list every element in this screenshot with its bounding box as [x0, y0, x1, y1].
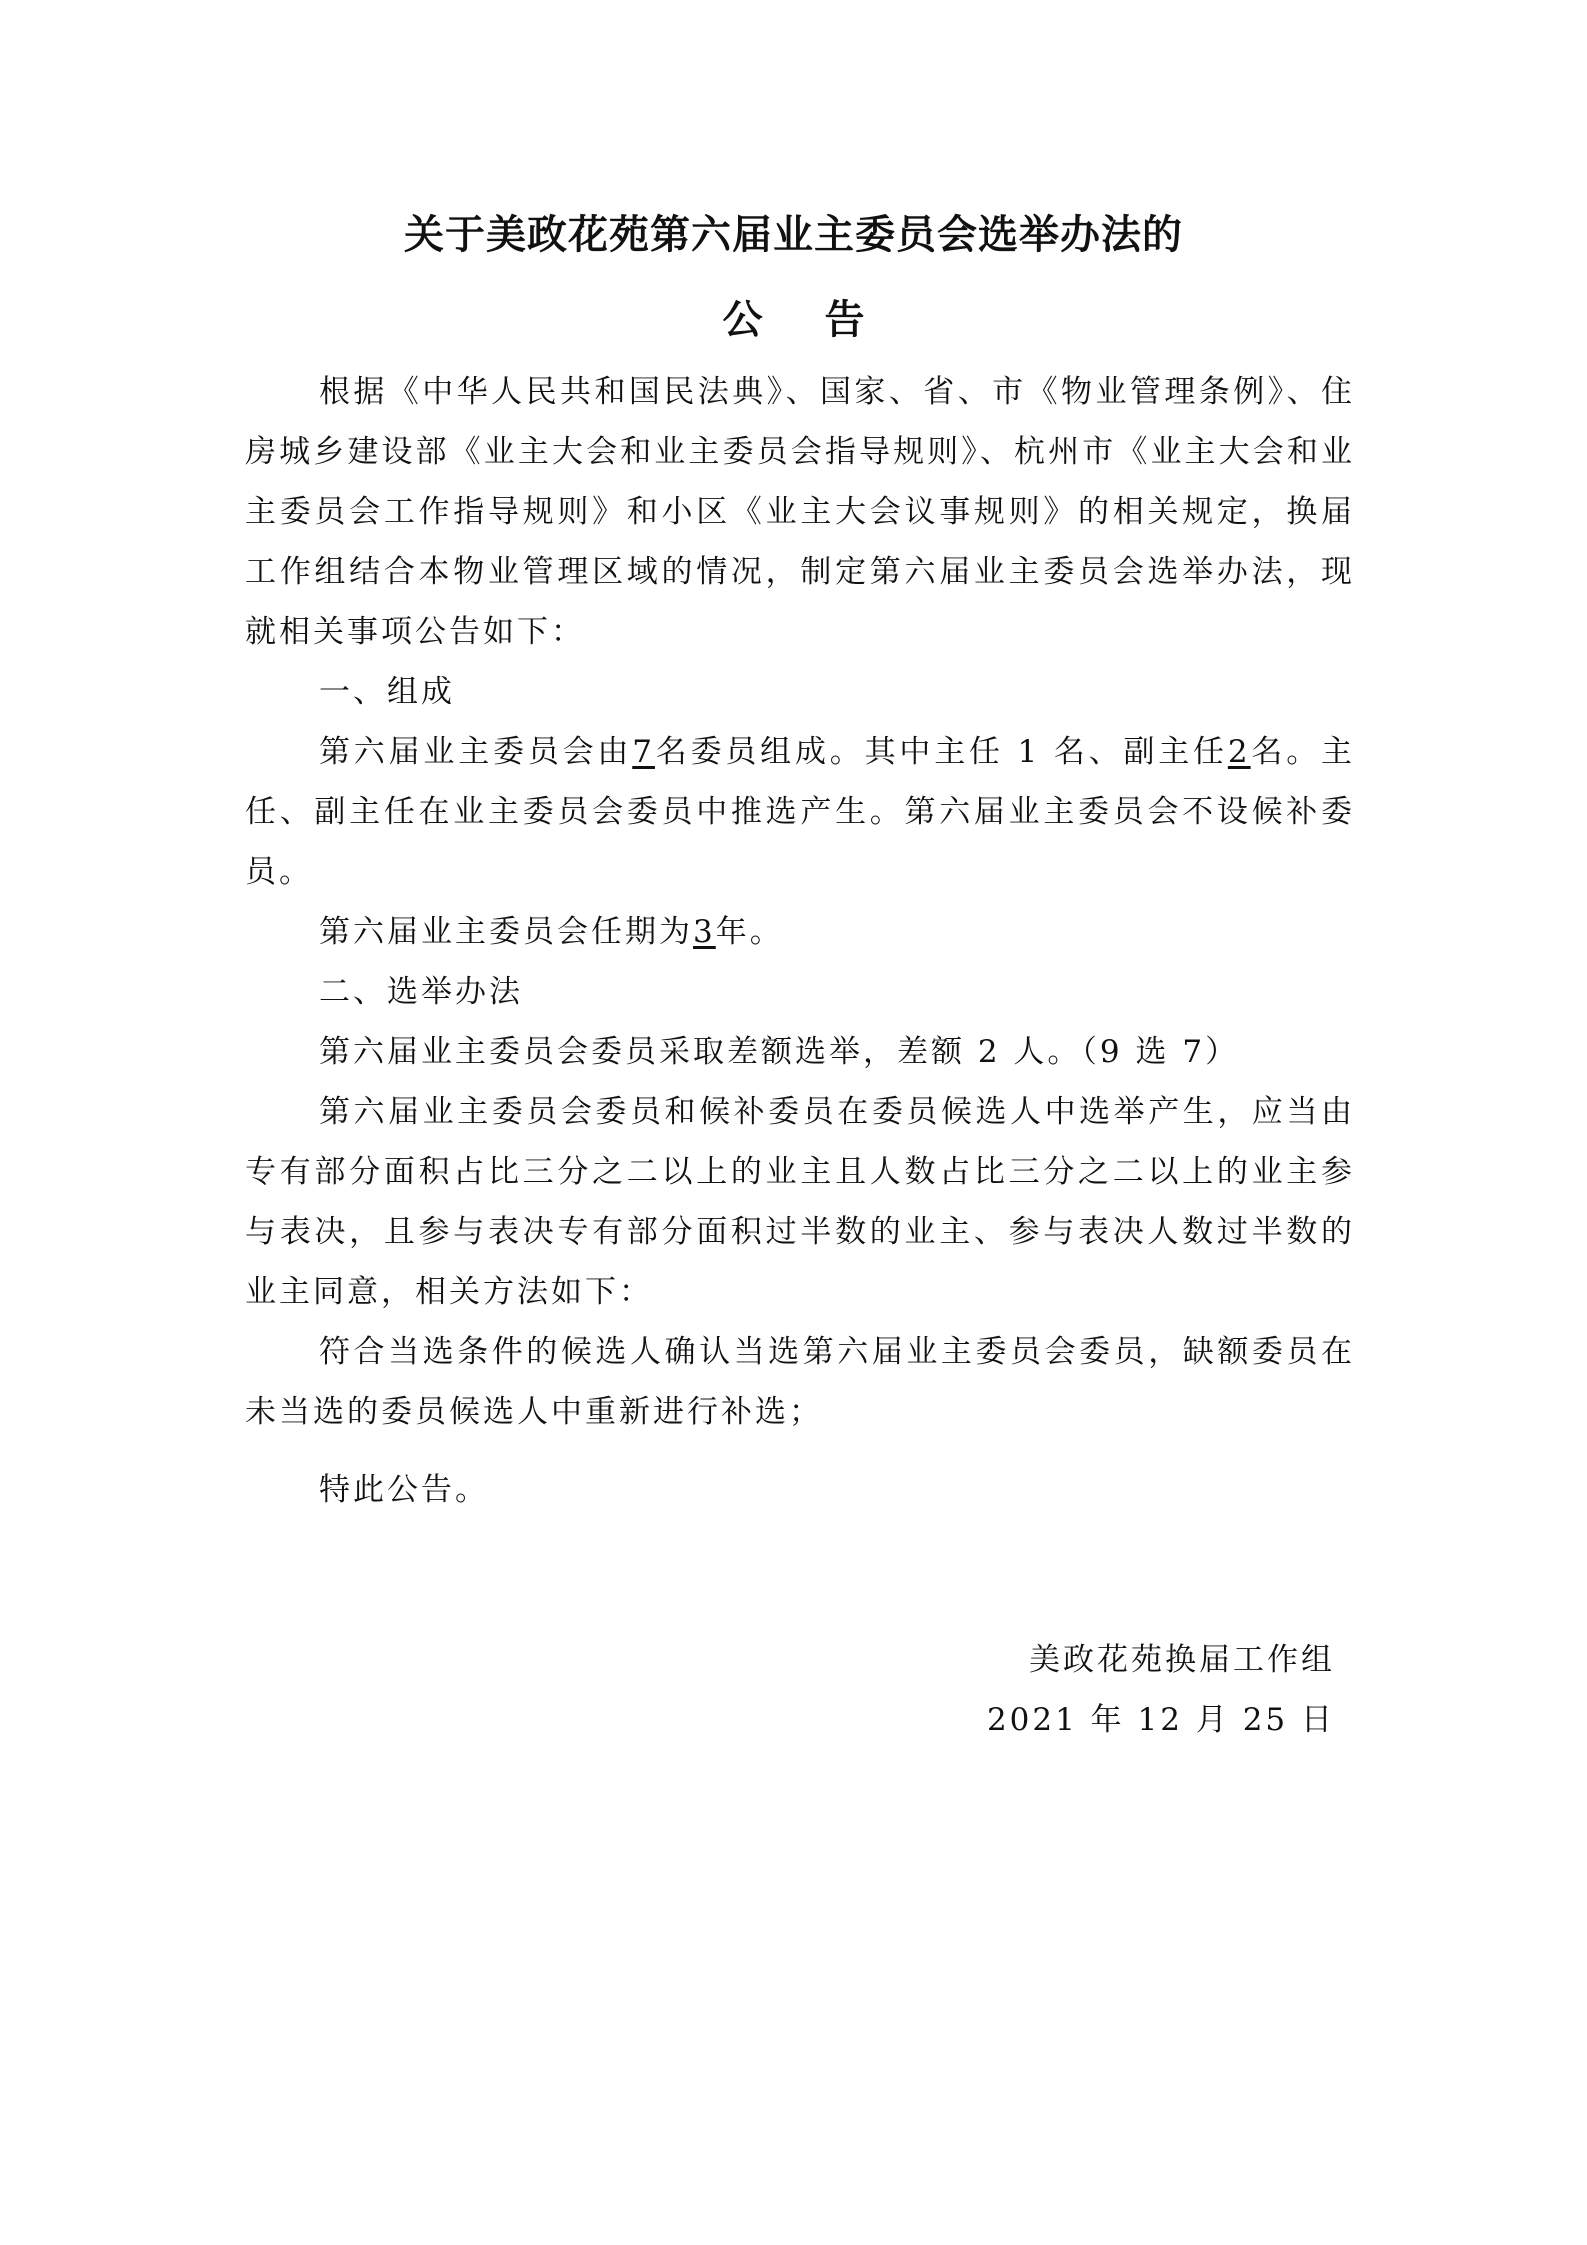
- composition-text-a: 第六届业主委员会由: [319, 734, 633, 770]
- composition-text-b: 名委员组成。其中主任 1 名、副主任: [654, 734, 1228, 770]
- closing-paragraph: 特此公告。: [319, 1472, 489, 1508]
- notice-body: [245, 362, 1355, 1520]
- subtitle-char-1: 公: [722, 297, 763, 343]
- term-paragraph: [245, 902, 1355, 962]
- section1-heading: 一、组成: [319, 674, 455, 710]
- method-paragraph-1: 第六届业主委员会委员采取差额选举，差额 2 人。（9 选 7）: [319, 1034, 1240, 1070]
- members-count: 7: [632, 734, 655, 770]
- term-text-a: 第六届业主委员会任期为: [319, 914, 693, 950]
- subtitle-char-2: 告: [824, 297, 865, 343]
- signer-name: 美政花苑换届工作组: [1029, 1642, 1335, 1678]
- composition-text-c: 名。主任、副主任在业主委员会委员中推选产生。第六届业主委员会不设候补委员。: [245, 734, 1356, 890]
- term-text-b: 年。: [715, 914, 784, 950]
- method-paragraph-3: 符合当选条件的候选人确认当选第六届业主委员会委员，缺额委员在未当选的委员候选人中重新进行补选；: [245, 1334, 1355, 1430]
- notice-title: 关于美政花苑第六届业主委员会选举办法的: [404, 212, 1183, 258]
- notice-date: 2021 年 12 月 25 日: [986, 1702, 1335, 1738]
- vice-count: 2: [1227, 734, 1251, 770]
- intro-paragraph: 根据《中华人民共和国民法典》、国家、省、市《物业管理条例》、住房城乡建设部《业主大会和业主委员会指导规则》、杭州市《业主大会和业主委员会工作指导规则》和小区《业主大会议事规则》的相关规定，换届工作组结合本物业管理区域的情况，制定第六届业主委员会选举办法，现就相关事项公告如下：: [245, 374, 1355, 650]
- composition-paragraph: [245, 722, 1355, 902]
- signature-block: [987, 1630, 1335, 1750]
- section2-heading: 二、选举办法: [319, 974, 523, 1010]
- method-paragraph-2: 第六届业主委员会委员和候补委员在委员候选人中选举产生，应当由专有部分面积占比三分之二以上的业主且人数占比三分之二以上的业主参与表决，且参与表决专有部分面积过半数的业主、参与表决人数过半数的业主同意，相关方法如下：: [245, 1094, 1355, 1310]
- notice-subtitle: [0, 290, 1587, 350]
- term-years: 3: [693, 914, 716, 950]
